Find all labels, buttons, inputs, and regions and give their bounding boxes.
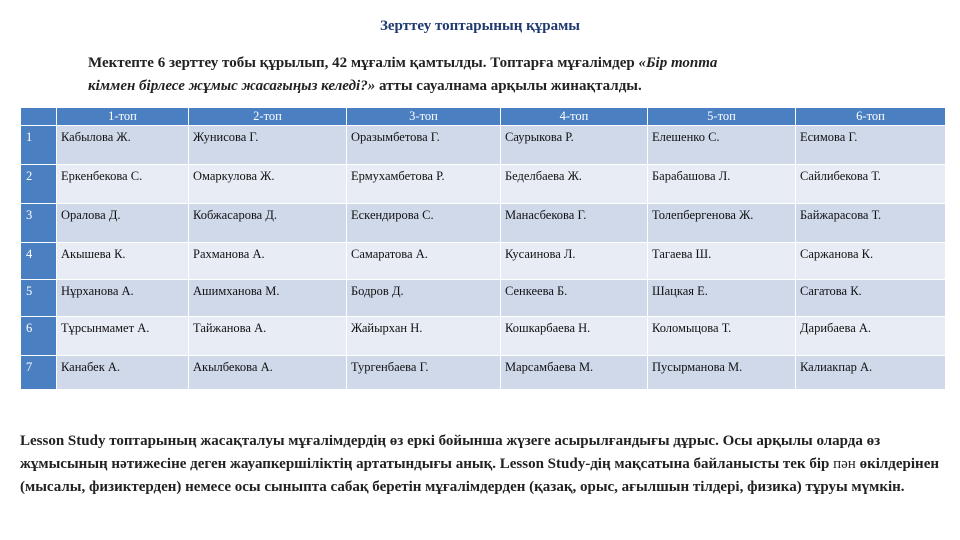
- table-cell: Еркенбекова С.: [57, 165, 189, 204]
- closing-text-normal: пән: [833, 456, 856, 472]
- table-row: [21, 204, 946, 243]
- table-cell: Тұрсынмамет А.: [57, 317, 189, 356]
- table-cell: Кобжасарова Д.: [189, 204, 347, 243]
- table-header-row: [21, 108, 946, 126]
- table-cell: Беделбаева Ж.: [501, 165, 648, 204]
- header-cell-group-4: 4-топ: [501, 108, 648, 126]
- table-cell: Кошкарбаева Н.: [501, 317, 648, 356]
- table-cell: Тайжанова А.: [189, 317, 347, 356]
- closing-text-1: Lesson Study топтарының жасақталуы мұғалімдердің өз еркі бойынша жүзеге асырылғандығы дұрыс. Осы арқылы оларда өз жұмысының нәтижесіне деген жауапкершіліктің артатындығы анық. Lesson Study-дің мақсатына байланысты тек бір: [20, 433, 881, 472]
- table-cell: Оралова Д.: [57, 204, 189, 243]
- header-cell-group-1: 1-топ: [57, 108, 189, 126]
- table-cell: Саурыкова Р.: [501, 126, 648, 165]
- table-cell: Толепбергенова Ж.: [648, 204, 796, 243]
- table-cell: Сайлибекова Т.: [796, 165, 946, 204]
- table-cell: Акышева К.: [57, 243, 189, 280]
- table-cell: Калиакпар А.: [796, 356, 946, 390]
- table-cell: Ашимханова М.: [189, 280, 347, 317]
- row-number: 3: [21, 204, 57, 243]
- table-cell: Жунисова Г.: [189, 126, 347, 165]
- table-cell: Канабек А.: [57, 356, 189, 390]
- table-cell: Жайырхан Н.: [347, 317, 501, 356]
- table-cell: Ескендирова С.: [347, 204, 501, 243]
- table-cell: Кусаинова Л.: [501, 243, 648, 280]
- table-cell: Коломыцова Т.: [648, 317, 796, 356]
- table-cell: Бодров Д.: [347, 280, 501, 317]
- table-cell: Шацкая Е.: [648, 280, 796, 317]
- table-row: [21, 317, 946, 356]
- row-number: 2: [21, 165, 57, 204]
- row-number: 5: [21, 280, 57, 317]
- table-cell: Омаркулова Ж.: [189, 165, 347, 204]
- table-cell: Саржанова К.: [796, 243, 946, 280]
- table-row: [21, 356, 946, 390]
- row-number: 1: [21, 126, 57, 165]
- table-cell: Пусырманова М.: [648, 356, 796, 390]
- intro-quote-part2: кіммен бірлесе жұмыс жасағыңыз келеді?»: [88, 78, 376, 94]
- table-row: [21, 165, 946, 204]
- table-cell: Сенкеева Б.: [501, 280, 648, 317]
- intro-quote-part1: «Бір топта: [638, 55, 718, 71]
- table-cell: Елешенко С.: [648, 126, 796, 165]
- groups-table: [20, 107, 946, 390]
- header-cell-group-2: 2-топ: [189, 108, 347, 126]
- table-cell: Сагатова К.: [796, 280, 946, 317]
- header-cell-group-5: 5-топ: [648, 108, 796, 126]
- table-cell: Ермухамбетова Р.: [347, 165, 501, 204]
- table-row: [21, 126, 946, 165]
- table-cell: Оразымбетова Г.: [347, 126, 501, 165]
- header-cell-group-6: 6-топ: [796, 108, 946, 126]
- table-cell: Акылбекова А.: [189, 356, 347, 390]
- row-number: 4: [21, 243, 57, 280]
- intro-text: Мектепте 6 зерттеу тобы құрылып, 42 мұғалім қамтылды. Топтарға мұғалімдер: [88, 55, 639, 71]
- closing-text-2: өкілдерінен (мысалы, физиктерден) немесе осы сыныпта сабақ беретін мұғалімдерден (қазақ, орыс, ағылшын тілдері, физика) тұруы мүмкін.: [20, 456, 940, 495]
- header-cell-group-3: 3-топ: [347, 108, 501, 126]
- table-cell: Байжарасова Т.: [796, 204, 946, 243]
- header-cell-corner: [21, 108, 57, 126]
- intro-text-end: атты сауалнама арқылы жинақталды.: [375, 78, 642, 94]
- table-cell: Дарибаева А.: [796, 317, 946, 356]
- table-cell: Манасбекова Г.: [501, 204, 648, 243]
- row-number: 6: [21, 317, 57, 356]
- table-cell: Нұрханова А.: [57, 280, 189, 317]
- row-number: 7: [21, 356, 57, 390]
- closing-paragraph: [20, 430, 945, 499]
- table-row: [21, 280, 946, 317]
- intro-paragraph: [88, 52, 938, 98]
- table-cell: Рахманова А.: [189, 243, 347, 280]
- table-cell: Кабылова Ж.: [57, 126, 189, 165]
- table-row: [21, 243, 946, 280]
- slide-title: Зерттеу топтарының құрамы: [379, 18, 581, 34]
- table-cell: Барабашова Л.: [648, 165, 796, 204]
- table-cell: Марсамбаева М.: [501, 356, 648, 390]
- table-cell: Есимова Г.: [796, 126, 946, 165]
- table-cell: Тагаева Ш.: [648, 243, 796, 280]
- table-cell: Тургенбаева Г.: [347, 356, 501, 390]
- table-cell: Самаратова А.: [347, 243, 501, 280]
